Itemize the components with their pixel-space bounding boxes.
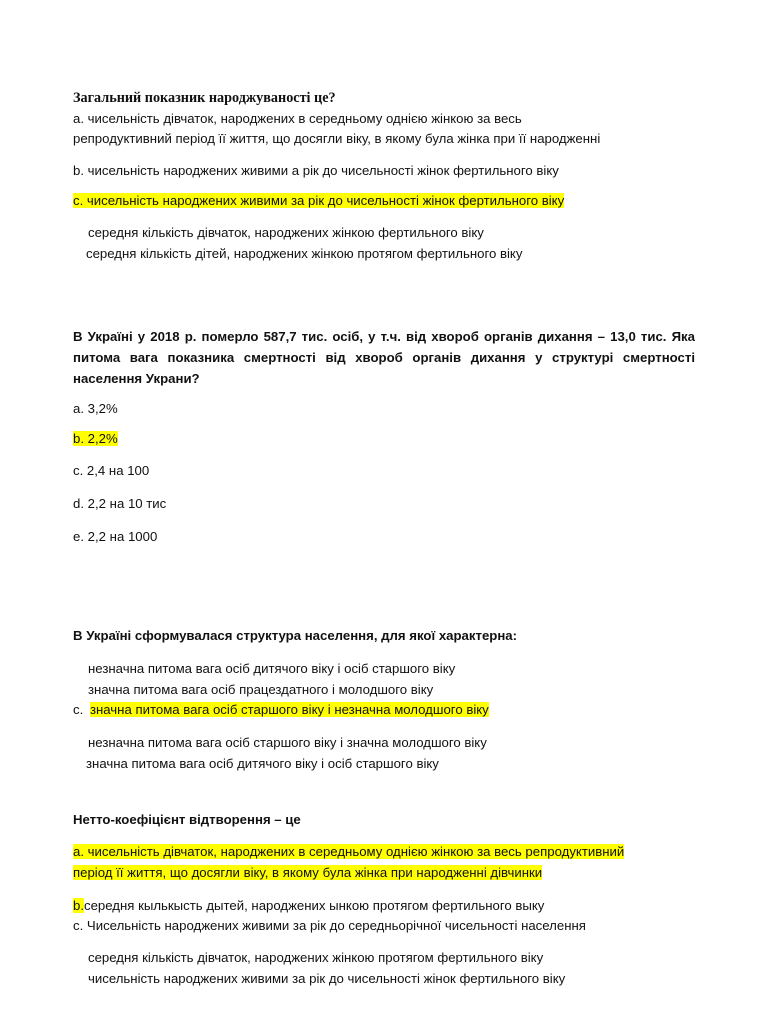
highlighted-answer: b. 2,2% (73, 431, 118, 446)
question-1-option-a-line-2: репродуктивний період її життя, що досягли віку, в якому була жінка при її народженні (73, 131, 601, 146)
question-3-option-e: значна питома вага осіб дитячого віку і осіб старшого віку (86, 756, 439, 771)
question-2-title-line-2: питома вага показника смертності від хвороб органів дихання у структурі смертності (73, 350, 695, 365)
highlighted-answer: значна питома вага осіб старшого віку і незначна молодшого віку (89, 702, 489, 717)
question-2-title-line-3: населення Украни? (73, 371, 200, 386)
question-1-option-a-line-1: а. чисельність дівчаток, народжених в середньому однією жінкою за весь (73, 111, 522, 126)
question-3-option-a: незначна питома вага осіб дитячого віку і осіб старшого віку (88, 661, 456, 676)
question-4-option-b (73, 897, 544, 915)
question-2-option-a: a. 3,2% (73, 401, 118, 416)
question-3-option-d: незначна питома вага осіб старшого віку і значна молодшого віку (88, 735, 487, 750)
question-1-option-d: середня кількість дівчаток, народжених жінкою фертильного віку (88, 225, 484, 240)
question-2-option-c: c. 2,4 на 100 (73, 463, 150, 478)
question-1-title: Загальний показник народжуваності це? (73, 90, 336, 106)
question-1-option-e: середня кількість дітей, народжених жінкою протягом фертильного віку (86, 246, 523, 261)
question-3-option-c-highlighted (73, 701, 489, 719)
question-2-option-b-highlighted (73, 430, 118, 448)
question-1-option-c-highlighted (73, 192, 564, 210)
question-1-option-b: b. чисельність народжених живими а рік до чисельності жінок фертильного віку (73, 163, 559, 178)
highlighted-answer: a. чисельність дівчаток, народжених в середньому однією жінкою за весь репродуктивний (73, 844, 625, 859)
highlighted-answer: c. чисельність народжених живими за рік до чисельності жінок фертильного віку (73, 193, 565, 208)
question-2-title-line-1: В Україні у 2018 р. померло 587,7 тис. осіб, у т.ч. від хвороб органів дихання – 13,0 тис. Яка (73, 329, 695, 344)
highlighted-answer: період її життя, що досягли віку, в якому була жінка при народженні дівчинки (73, 865, 543, 880)
question-4-title: Нетто-коефіцієнт відтворення – це (73, 812, 301, 827)
question-4-option-e: чисельність народжених живими за рік до чисельності жінок фертильного віку (88, 971, 566, 986)
question-3-option-b: значна питома вага осіб працездатного і молодшого віку (88, 682, 434, 697)
question-4-option-d: середня кількість дівчаток, народжених жінкою протягом фертильного віку (88, 950, 544, 965)
question-4-option-c: c. Чисельність народжених живими за рік до середньорічної чисельності населення (73, 918, 586, 933)
question-3-title: В Україні сформувалася структура населення, для якої характерна: (73, 628, 518, 643)
question-2-option-e: e. 2,2 на 1000 (73, 529, 158, 544)
highlighted-option-letter: b. (73, 898, 84, 913)
question-4-option-a-line-2-highlighted (73, 864, 542, 882)
option-letter: c. (73, 702, 84, 717)
question-4-option-a-line-1-highlighted (73, 843, 624, 861)
question-2-option-d: d. 2,2 на 10 тис (73, 496, 167, 511)
option-text: середня кылькысть дытей, народжених ынкою протягом фертильного выку (84, 898, 545, 913)
